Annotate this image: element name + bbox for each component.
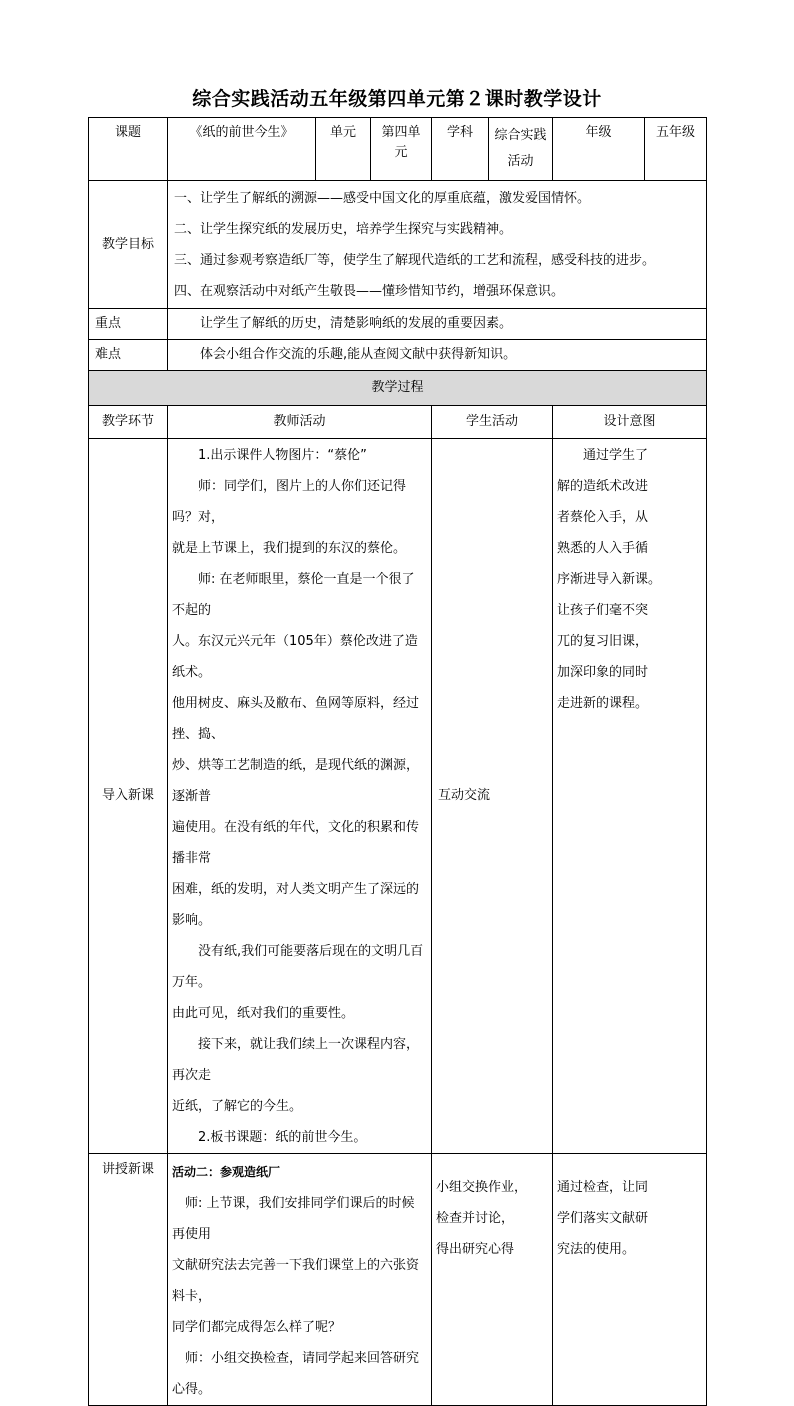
column-header: 设计意图: [553, 406, 707, 439]
goal-item: 三、通过参观考察造纸厂等，使学生了解现代造纸的工艺和流程，感受科技的进步。: [174, 253, 656, 268]
column-header: 教师活动: [168, 406, 432, 439]
teacher-line: 师: 上节课，我们安排同学们课后的时候再使用: [172, 1196, 415, 1242]
danyuan-label: 单元: [316, 118, 371, 181]
zhongdian-label: 重点: [89, 309, 168, 340]
teacher-line: 1.出示课件人物图片：“蔡伦”: [198, 448, 367, 463]
intent-line: 让孩子们毫不突: [557, 603, 649, 618]
student-line: 小组交换作业，: [436, 1180, 528, 1195]
stage-cell: 导入新课: [89, 439, 168, 1154]
nandian-label: 难点: [89, 340, 168, 371]
column-header: 学生活动: [432, 406, 553, 439]
zhongdian-text: 让学生了解纸的历史，清楚影响纸的发展的重要因素。: [168, 309, 707, 340]
goal-item: 一、让学生了解纸的溯源——感受中国文化的厚重底蕴，激发爱国情怀。: [174, 191, 591, 206]
intent-line: 兀的复习旧课，: [557, 634, 649, 649]
table-row: [89, 439, 707, 1154]
nianji-value: 五年级: [645, 118, 707, 181]
teacher-line: 接下来，就让我们续上一次课程内容，再次走: [172, 1037, 420, 1083]
goals-row: [89, 181, 707, 309]
activity-heading: 活动二：参观造纸厂: [172, 1165, 281, 1179]
column-header: 教学环节: [89, 406, 168, 439]
design-intent-cell: [553, 1154, 707, 1406]
process-header-row: [89, 371, 707, 406]
intent-line: 究法的使用。: [557, 1242, 636, 1257]
nianji-label: 年级: [553, 118, 645, 181]
teacher-line: 2.板书课题：纸的前世今生。: [198, 1130, 367, 1145]
teacher-line: 由此可见，纸对我们的重要性。: [172, 1006, 355, 1021]
goals-content: [168, 181, 707, 309]
header-row: [89, 118, 707, 181]
teacher-line: 他用树皮、麻头及敝布、鱼网等原料，经过挫、捣、: [172, 696, 420, 742]
teacher-line: 炒、烘等工艺制造的纸，是现代纸的渊源，逐渐普: [172, 758, 420, 804]
student-line: 得出研究心得: [436, 1242, 515, 1257]
student-activity-cell: 互动交流: [432, 439, 553, 1154]
intent-line: 通过学生了: [583, 448, 649, 463]
intent-line: 加深印象的同时: [557, 665, 649, 680]
teacher-line: 师：同学们，图片上的人你们还记得吗？对，: [172, 479, 407, 525]
teacher-line: 近纸，了解它的今生。: [172, 1099, 303, 1114]
goal-item: 四、在观察活动中对纸产生敬畏——懂珍惜知节约，增强环保意识。: [174, 284, 565, 299]
keti-label: 课题: [89, 118, 168, 181]
nandian-row: [89, 340, 707, 371]
process-header: 教学过程: [89, 371, 707, 406]
teacher-activity-cell: [168, 439, 432, 1154]
stage-cell: 讲授新课: [89, 1154, 168, 1406]
teacher-line: 没有纸,我们可能要落后现在的文明几百万年。: [172, 944, 424, 990]
teacher-line: 人。东汉元兴元年（105年）蔡伦改进了造纸术。: [172, 634, 418, 680]
lesson-plan-table: [88, 117, 707, 1406]
xueke-value: 综合实践活动: [489, 118, 553, 181]
danyuan-value: 第四单元: [371, 118, 432, 181]
intent-line: 学们落实文献研: [557, 1211, 649, 1226]
column-header-row: [89, 406, 707, 439]
teacher-line: 困难，纸的发明，对人类文明产生了深远的影响。: [172, 882, 420, 928]
intent-line: 熟悉的人入手循: [557, 541, 649, 556]
intent-line: 者蔡伦入手，从: [557, 510, 649, 525]
student-line: 检查并讨论，: [436, 1211, 515, 1226]
document-title: 综合实践活动五年级第四单元第２课时教学设计: [192, 88, 602, 110]
keti-value: 《纸的前世今生》: [168, 118, 316, 181]
teacher-line: 遍使用。在没有纸的年代，文化的积累和传播非常: [172, 820, 420, 866]
goals-label: 教学目标: [89, 181, 168, 309]
intent-line: 通过检查，让同: [557, 1180, 649, 1195]
teacher-line: 同学们都完成得怎么样了呢？: [172, 1320, 342, 1335]
teacher-line: 就是上节课上，我们提到的东汉的蔡伦。: [172, 541, 407, 556]
intent-line: 走进新的课程。: [557, 696, 649, 711]
xueke-label: 学科: [432, 118, 489, 181]
zhongdian-row: [89, 309, 707, 340]
goal-item: 二、让学生探究纸的发展历史，培养学生探究与实践精神。: [174, 222, 513, 237]
teacher-line: 文献研究法去完善一下我们课堂上的六张资料卡，: [172, 1258, 420, 1304]
table-row: [89, 1154, 707, 1406]
design-intent-cell: [553, 439, 707, 1154]
intent-line: 序渐进导入新课。: [557, 572, 662, 587]
intent-line: 解的造纸术改进: [557, 479, 649, 494]
nandian-text: 体会小组合作交流的乐趣,能从查阅文献中获得新知识。: [168, 340, 707, 371]
teacher-activity-cell: [168, 1154, 432, 1406]
teacher-line: 师：小组交换检查，请同学起来回答研究心得。: [172, 1351, 420, 1397]
student-activity-cell: [432, 1154, 553, 1406]
teacher-line: 师: 在老师眼里，蔡伦一直是一个很了不起的: [172, 572, 415, 618]
